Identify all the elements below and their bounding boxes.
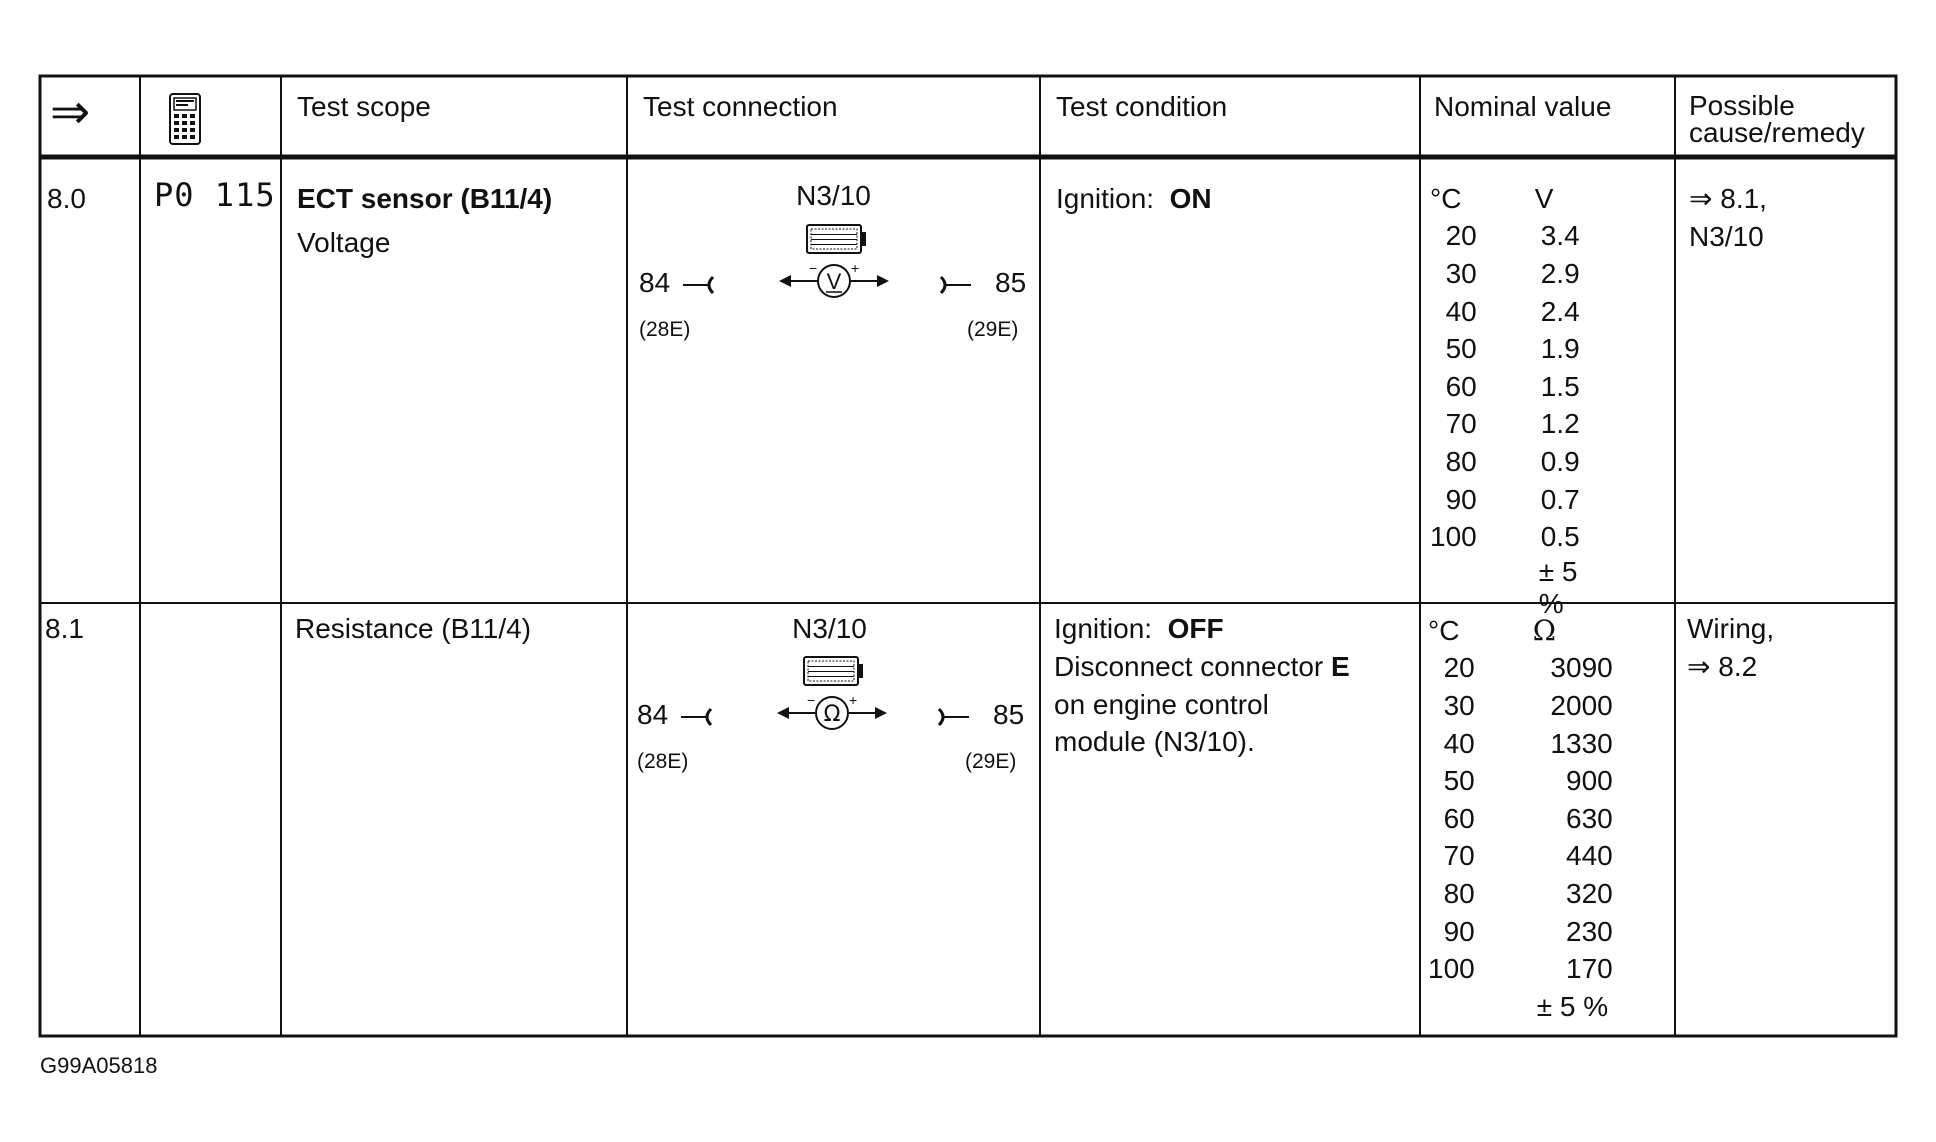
connector-letter: E [1331,651,1350,682]
svg-text:−: − [809,260,818,276]
cause-line-2: N3/10 [1689,221,1764,252]
test-condition-line-2: on engine control [1054,689,1269,720]
table-row: 20 3090 [1443,652,1613,684]
nominal-unit-value: V [1534,182,1554,214]
table-row: 60 630 [1443,802,1613,834]
header-test-connection: Test connection [643,91,838,122]
ecu-connector-icon [802,654,864,688]
table-row: 60 1.5 [1445,370,1580,402]
left-pin-number: 84 [637,699,669,730]
table-row: 70 440 [1443,840,1613,872]
voltmeter-icon [779,260,889,300]
ignition-state: OFF [1167,613,1224,644]
ignition-label: Ignition: [1054,613,1153,644]
left-plug-icon [683,272,715,298]
right-plug-icon [939,272,971,298]
nominal-value-table [1430,180,1605,620]
svg-text:V: V [826,269,842,294]
right-pin-number: 85 [995,267,1027,298]
dtc-code: P0 115 [154,176,276,214]
right-pin-sub: (29E) [967,318,1019,341]
nominal-tolerance: ± 5 % [1536,990,1609,1022]
left-pin-sub: (28E) [637,750,689,773]
table-row: 100 0.5 [1430,521,1580,553]
svg-text:+: + [849,692,858,708]
nominal-unit-value: Ω [1532,614,1556,648]
table-row: 100 170 [1428,953,1613,985]
header-arrow-icon: ⇒ [50,84,91,140]
right-pin-sub: (29E) [965,750,1017,773]
table-row: 80 320 [1443,877,1613,909]
figure-code: G99A05818 [40,1053,158,1078]
test-condition-text [1056,184,1212,215]
table-row: 90 0.7 [1445,483,1580,515]
table-row: 70 1.2 [1445,408,1580,440]
left-plug-icon [681,704,713,730]
right-pin-number: 85 [993,699,1025,730]
test-condition-disconnect [1054,652,1350,683]
right-plug-icon [937,704,969,730]
nominal-tolerance: ± 5 % [1538,555,1578,619]
left-pin-sub: (28E) [639,318,691,341]
table-row: 50 1.9 [1445,333,1580,365]
test-connection-diagram [627,604,1040,804]
test-condition-ignition [1054,614,1224,645]
ecu-connector-icon [805,222,867,256]
nominal-value-table [1428,612,1613,1026]
cause-line-1: Wiring, [1687,613,1775,644]
diagnostic-tester-icon [168,92,202,146]
svg-text:+: + [851,260,860,276]
table-row: 30 2.9 [1445,257,1580,289]
test-condition-line-3: module (N3/10). [1054,726,1255,757]
table-row: 30 2000 [1443,689,1613,721]
test-scope-title: ECT sensor (B11/4) [297,183,553,214]
module-label: N3/10 [792,613,867,644]
header-possible-cause: Possible cause/remedy [1689,90,1865,149]
header-test-condition: Test condition [1056,91,1228,122]
cause-line-2: ⇒ 8.2 [1687,651,1758,682]
table-row: 20 3.4 [1445,220,1580,252]
test-scope-text: Voltage [297,227,391,258]
table-row: 40 1330 [1443,727,1613,759]
step-number: 8.0 [47,183,86,214]
table-row: 40 2.4 [1445,295,1580,327]
table-row: 90 230 [1443,915,1613,947]
header-nominal-value: Nominal value [1434,91,1612,122]
cause-line-1: ⇒ 8.1, [1689,183,1767,214]
left-pin-number: 84 [639,267,671,298]
test-connection-diagram [627,158,1040,358]
ignition-label: Ignition: [1056,183,1155,214]
svg-text:Ω: Ω [823,702,841,727]
disconnect-text: Disconnect connector [1054,651,1324,682]
ohmmeter-icon [777,692,887,732]
step-number: 8.1 [45,613,84,644]
header-test-scope: Test scope [297,91,431,122]
svg-text:−: − [807,692,816,708]
table-row: 50 900 [1443,765,1613,797]
ignition-state: ON [1169,183,1212,214]
test-scope-text: Resistance (B11/4) [295,613,532,644]
table-row: 80 0.9 [1445,445,1580,477]
nominal-unit-temp: °C [1428,614,1460,646]
module-label: N3/10 [796,180,871,211]
nominal-unit-temp: °C [1430,182,1462,214]
